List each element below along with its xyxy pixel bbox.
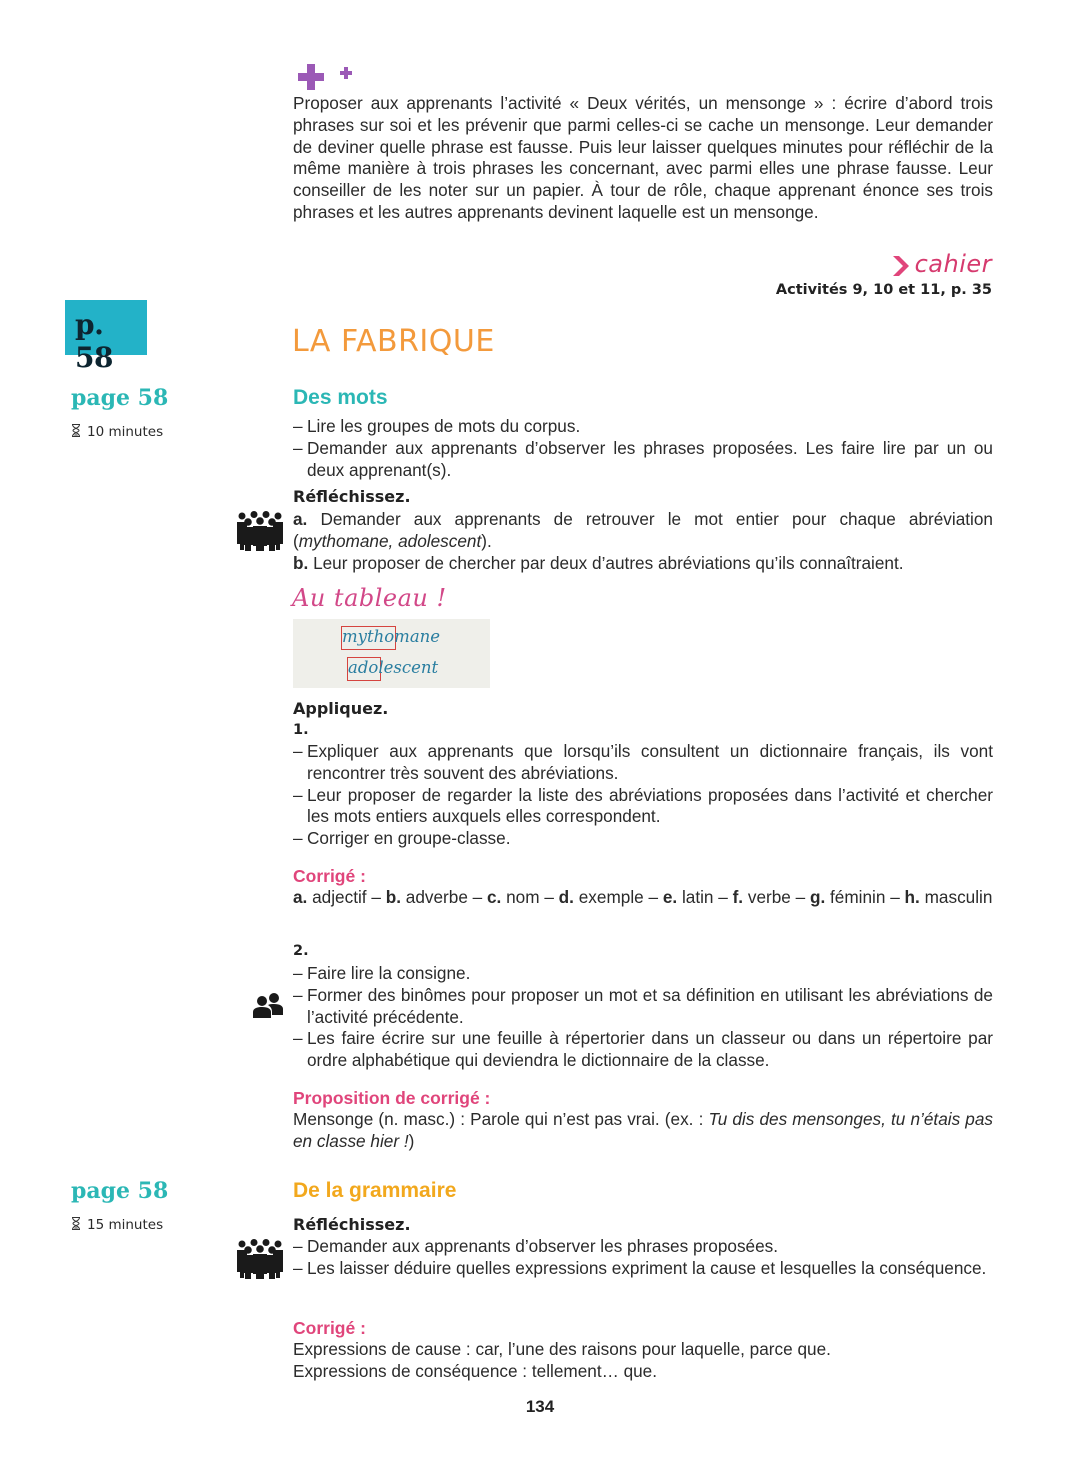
list-item: – Les faire écrire sur une feuille à répertorier dans un classeur ou dans un répertoire par ordre alphabétique qui deviendra le dictionnaire de la classe. [293,1028,993,1072]
cahier-activities: Activités 9, 10 et 11, p. 35 [775,281,992,298]
page-reference: page 58 [71,385,169,411]
plus-icon [298,64,324,90]
item-letter: b. [293,553,309,573]
duration-label: 10 minutes [87,424,164,440]
corrige-line: Expressions de conséquence : tellement… que. [293,1361,658,1381]
chevron-right-icon [893,256,909,280]
reflechissez-heading: Réfléchissez. [293,1215,411,1234]
proposition-label: Proposition de corrigé : [293,1088,491,1108]
board-word-2: adolescent [348,658,439,677]
part-number: 1. [293,722,309,738]
intro-paragraph: Proposer aux apprenants l’activité « Deux vérités, un mensonge » : écrire d’abord trois phrases sur soi et les prévenir que parmi celles-ci se cache un mensonge. Leur demander de deviner quelle phrase est fausse. Puis leur laisser quelques minutes pour réfléchir de la même manière à trois phrases les concernant, avec parmi elles une phrase fausse. Leur conseiller de les noter sur un papier. À tour de rôle, chaque apprenant énonce ses trois phrases et les autres apprenants devinent laquelle est un mensonge. [293,93,993,222]
item-text: Leur proposer de chercher par deux d’autres abréviations qu’ils connaîtraient. [313,553,904,573]
item-text: Demander aux apprenants de retrouver le mot entier pour chaque abréviation [320,509,993,529]
duration [71,424,163,440]
proposition-text: Mensonge (n. masc.) : Parole qui n’est pas vrai. (ex. : Tu dis des mensonges, tu n’étais pas en classe hier !) [293,1109,993,1151]
duration-label: 15 minutes [87,1217,164,1233]
section-title: LA FABRIQUE [292,324,495,359]
list-item: – Faire lire la consigne. [293,963,993,985]
plus-small-icon [340,67,352,79]
subsection-title-des-mots: Des mots [293,386,388,409]
hourglass-icon [71,424,81,437]
duration [71,1217,163,1233]
hourglass-icon [71,1217,81,1230]
au-tableau-label: Au tableau ! [292,584,447,612]
list-item: – Expliquer aux apprenants que lorsqu’ils consultent un dictionnaire français, ils vont rencontrer très souvent des abréviations. [293,741,993,785]
page-reference: page 58 [71,1178,169,1204]
list-item: – Demander aux apprenants d’observer les phrases proposées. Les faire lire par un ou deux apprenant(s). [293,438,993,482]
board-word-1: mythomane [342,627,441,646]
list-item: – Les laisser déduire quelles expressions expriment la cause et lesquelles la conséquence. [293,1258,993,1280]
corrige-line: Expressions de cause : car, l’une des raisons pour laquelle, parce que. [293,1339,831,1359]
group-icon [236,511,284,555]
list-item: – Corriger en groupe-classe. [293,828,993,850]
cahier-reference [776,250,992,298]
page-badge-label: p. 58 [75,308,113,374]
appliquez-list-1 [293,741,993,850]
paren: ( [293,530,299,551]
page-badge [65,300,147,374]
reflechissez-heading: Réfléchissez. [293,487,411,506]
subsection-title-grammaire: De la grammaire [293,1179,457,1202]
reflechissez-a [293,509,993,553]
grammaire-list [293,1236,993,1280]
reflechissez-b [293,553,993,575]
corrige-label: Corrigé : [293,866,366,886]
list-item: – Lire les groupes de mots du corpus. [293,416,993,438]
list-item: – Demander aux apprenants d’observer les phrases proposées. [293,1236,993,1258]
board-illustration [293,619,490,688]
pair-icon [252,992,284,1022]
appliquez-list-2 [293,963,993,1072]
cahier-label: cahier [914,250,992,278]
corrige-label: Corrigé : [293,1318,366,1338]
list-item: – Former des binômes pour proposer un mot et sa définition en utilisant les abréviations de l’activité précédente. [293,985,993,1029]
item-letter: a. [293,509,308,529]
corrige-answers: a. adjectif – b. adverbe – c. nom – d. exemple – e. latin – f. verbe – g. féminin – h. masculin [293,887,993,907]
part-number: 2. [293,943,309,959]
paren: ). [481,530,492,551]
page-number: 134 [525,1397,555,1416]
intro-list [293,416,993,481]
example-words: mythomane, adolescent [298,530,482,551]
list-item: – Leur proposer de regarder la liste des abréviations proposées dans l’activité et chercher les mots entiers auxquels elles correspondent. [293,785,993,829]
appliquez-heading: Appliquez. [293,699,389,718]
group-icon [236,1239,284,1283]
